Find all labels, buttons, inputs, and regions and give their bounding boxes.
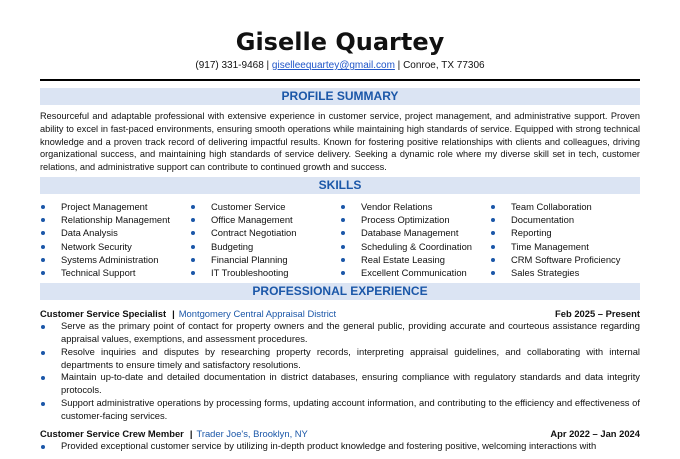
skills-heading: SKILLS	[40, 177, 640, 194]
job-bullet: Resolve inquiries and disputes by researching property records, interpreting appraisal guidelines, and collaborating with internal departments to ensure timely and satisfactory resolutions.	[40, 346, 640, 372]
job-dates: Apr 2022 – Jan 2024	[550, 427, 640, 439]
job-bullet: Serve as the primary point of contact for property owners and the general public, providing accurate and courteous assistance regarding appraisal values, exemptions, and assessment procedures.	[40, 320, 640, 346]
job-bullet: Maintain up-to-date and detailed documentation in district databases, ensuring compliance with regulatory standards and data integrity protocols.	[40, 371, 640, 397]
job-organization: Trader Joe's, Brooklyn, NY	[196, 427, 308, 439]
phone-number: (917) 331-9468	[195, 60, 264, 71]
skill-item: Financial Planning	[190, 253, 340, 266]
job-bullet: Support administrative operations by processing forms, updating account information, and contributing to the efficiency and effectiveness of customer-facing services.	[40, 397, 640, 423]
skills-list	[40, 200, 640, 279]
skill-item: Technical Support	[40, 266, 190, 279]
skill-item: Reporting	[490, 226, 640, 239]
profile-summary-text: Resourceful and adaptable professional with extensive experience in customer service, project management, and administrative support. Proven ability to excel in fast-paced environments, ensuring smooth operations while maintaining high standards of service. Equipped with strong technical knowledge and a proven track record of delivering impactful results. Known for fostering positive relationships with clients and colleagues, driving organizational success, and maintaining high standards of service delivery. Seeking a dynamic role where my diverse skill set in tech, customer relations, and administrative support can contribute to continued growth and success.	[40, 111, 640, 173]
experience-heading: PROFESSIONAL EXPERIENCE	[40, 283, 640, 300]
skill-item: Budgeting	[190, 240, 340, 253]
skill-item: Office Management	[190, 213, 340, 226]
job-title: Customer Service Specialist	[40, 308, 167, 320]
skill-item: IT Troubleshooting	[190, 266, 340, 279]
skill-item: Excellent Communication	[340, 266, 490, 279]
candidate-name: Giselle Quartey	[235, 28, 445, 56]
contact-line	[40, 59, 640, 73]
skill-item: Systems Administration	[40, 253, 190, 266]
skill-item: Team Collaboration	[490, 200, 640, 213]
email-link[interactable]: giselleequartey@gmail.com	[271, 60, 395, 71]
skill-item: Time Management	[490, 240, 640, 253]
skill-item: Scheduling & Coordination	[340, 240, 490, 253]
skill-item: Project Management	[40, 200, 190, 213]
job-bullets	[40, 440, 640, 453]
job-bullet: Provided exceptional customer service by utilizing in-depth product knowledge and fostering positive, welcoming interactions with	[40, 440, 640, 453]
job-separator: |	[172, 308, 175, 320]
job-entry	[40, 307, 640, 422]
skill-item: Real Estate Leasing	[340, 253, 490, 266]
job-header	[40, 427, 640, 440]
skill-item: Sales Strategies	[490, 266, 640, 279]
job-organization: Montgomery Central Appraisal District	[178, 308, 337, 320]
job-bullets	[40, 320, 640, 422]
skill-item: CRM Software Proficiency	[490, 253, 640, 266]
skill-item: Vendor Relations	[340, 200, 490, 213]
contact-separator: |	[394, 60, 404, 71]
skill-item: Relationship Management	[40, 213, 190, 226]
job-header	[40, 307, 640, 320]
skill-item: Database Management	[340, 226, 490, 239]
job-entry	[40, 427, 640, 453]
skill-item: Data Analysis	[40, 226, 190, 239]
profile-summary-heading: PROFILE SUMMARY	[40, 88, 640, 105]
header-divider	[40, 79, 640, 81]
skill-item: Process Optimization	[340, 213, 490, 226]
job-title: Customer Service Crew Member	[40, 427, 184, 439]
skill-item: Customer Service	[190, 200, 340, 213]
location: Conroe, TX 77306	[403, 60, 485, 71]
resume-page	[40, 0, 640, 452]
skill-item: Contract Negotiation	[190, 226, 340, 239]
contact-separator: |	[263, 60, 272, 71]
job-dates: Feb 2025 – Present	[555, 308, 640, 320]
skill-item: Network Security	[40, 240, 190, 253]
job-separator: |	[189, 427, 193, 439]
skill-item: Documentation	[490, 213, 640, 226]
